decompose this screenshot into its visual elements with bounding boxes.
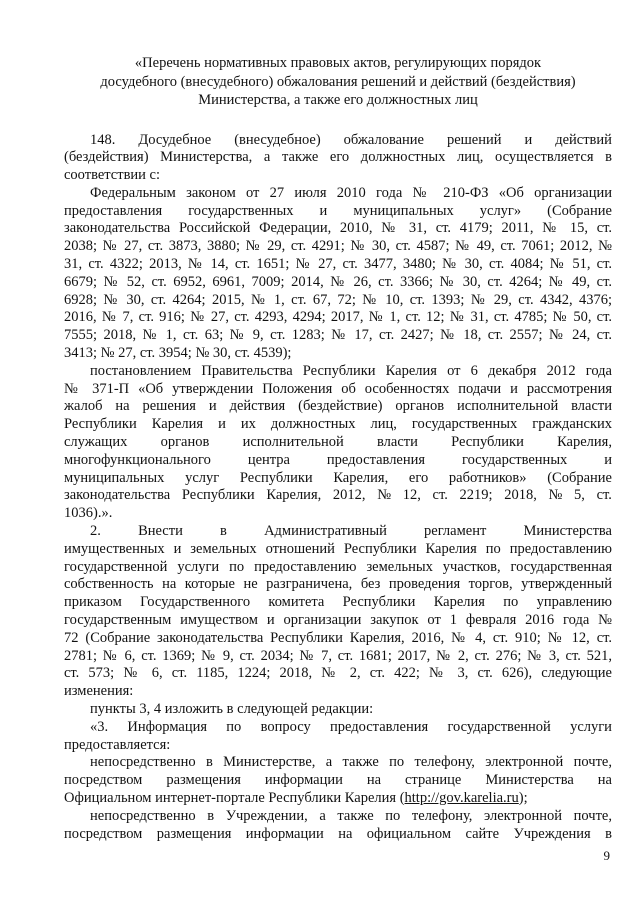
text-word: действий: [555, 131, 612, 148]
text-word: государственных: [461, 451, 568, 468]
text-word: Информация: [127, 718, 208, 735]
text-word: (Собрание: [547, 202, 612, 219]
text-line: [64, 683, 612, 701]
text-word: 2219;: [459, 487, 493, 504]
text-line: [64, 470, 612, 488]
text-word: Министерства: [523, 523, 612, 540]
text-word: Официальном интернет-портале Республики Карелия (: [64, 789, 405, 806]
text-word: и: [319, 202, 328, 219]
text-word: предоставления: [326, 451, 426, 468]
text-line: [64, 576, 612, 594]
text-line: [64, 790, 612, 808]
text-line-content: 72 (Собрание законодательства Республики Карелия, 2016, № 4, ст. 910; № 12, ст.: [64, 629, 612, 646]
text-word: 148.: [90, 131, 116, 148]
text-word: «3.: [90, 718, 109, 735]
heading-line: Министерства, а также его должностных лиц: [198, 92, 478, 108]
text-line-content: постановлением Правительства Республики Карелия от 6 декабря 2012 года: [90, 362, 612, 379]
text-word: Карелия,: [557, 434, 612, 451]
text-line-content: непосредственно в Министерстве, а также по телефону, электронной почте,: [90, 754, 612, 771]
text-line: [64, 416, 612, 434]
text-word: Внести: [138, 523, 183, 540]
text-word: в: [220, 523, 227, 540]
text-word: посредством: [64, 772, 143, 789]
text-word: исполнительной: [242, 434, 344, 451]
text-line-content: соответствии с:: [64, 167, 161, 184]
text-word: Карелия,: [266, 487, 322, 504]
text-word: работников»: [448, 469, 527, 486]
text-word: ст.: [432, 487, 448, 504]
text-word: предоставления: [64, 202, 163, 219]
text-word: служащих: [64, 434, 128, 451]
text-line-content: жалоб на решения и действия (бездействие) органов исполнительной власти: [64, 398, 612, 415]
text-line: [64, 648, 612, 666]
text-line: [64, 772, 612, 790]
text-word: услуги: [570, 718, 612, 735]
text-word: Министерства: [485, 772, 574, 789]
text-word: государственной: [447, 718, 551, 735]
text-word: и: [524, 131, 533, 148]
text-line-content: № 371-П «Об утверждении Положения об особенностях подачи и рассмотрения: [64, 380, 612, 397]
text-word: 2.: [90, 523, 101, 540]
text-word: многофункционального: [64, 451, 211, 468]
text-line-content: посредством размещения информации на официальном сайте Учреждения в: [64, 825, 612, 842]
text-line: [64, 737, 612, 755]
document-page: [64, 54, 612, 843]
text-line: [64, 132, 612, 150]
text-line-content: Республики Карелия и их должностных лиц, государственных гражданских: [64, 416, 612, 433]
text-word: Административный: [264, 523, 387, 540]
heading-line: «Перечень нормативных правовых актов, регулирующих порядок: [134, 55, 542, 71]
text-word: на: [597, 772, 612, 789]
text-line: [64, 826, 612, 844]
text-word: вопросу: [260, 718, 311, 735]
text-line-content: 3413; № 27, ст. 3954; № 30, ст. 4539);: [64, 345, 292, 362]
text-line: [64, 327, 612, 345]
text-word: );: [518, 789, 528, 806]
text-line-content: изменения:: [64, 683, 134, 700]
text-line: [64, 754, 612, 772]
document-body: [64, 132, 612, 844]
text-word: законодательства: [64, 487, 171, 504]
text-word: и: [604, 451, 612, 468]
text-line: [64, 274, 612, 292]
text-line-content: Федеральным законом от 27 июля 2010 года № 210-ФЗ «Об организации: [90, 184, 612, 201]
text-word: Карелия,: [333, 469, 389, 486]
text-line: [64, 559, 612, 577]
text-word: Досудебное: [138, 131, 212, 148]
text-word: по: [226, 718, 242, 735]
text-line-content: государственной услуги по предоставлению земельных участков, государственная: [64, 558, 612, 575]
page-number: 9: [603, 848, 610, 863]
text-word: его: [408, 469, 429, 486]
text-line-content: 6928; № 30, ст. 4264; 2015, № 1, ст. 67, 72; № 10, ст. 1393; № 29, ст. 4342, 4376;: [64, 291, 612, 308]
text-line-content: 2781; № 6, ст. 1369; № 9, ст. 2034; № 7, ст. 1681; 2017, № 2, ст. 276; № 3, ст. 521,: [64, 647, 612, 664]
text-line: [64, 434, 612, 452]
gov-karelia-link[interactable]: http://gov.karelia.ru: [404, 789, 519, 806]
text-line-content: приказом Государственного комитета Республики Карелия по управлению: [64, 594, 612, 611]
text-word: муниципальных: [353, 202, 454, 219]
text-line-content: собственность на которые не разграничена, без проведения торгов, утвержденный: [64, 576, 612, 593]
text-word: на: [366, 772, 382, 789]
text-line: [64, 149, 612, 167]
text-line: [64, 398, 612, 416]
text-line-content: 6679; № 52, ст. 6952, 6961, 7009; 2014, № 26, ст. 3366; № 30, ст. 4264; № 49, ст.: [64, 273, 612, 290]
text-line-content: 2016, № 7, ст. 916; № 27, ст. 4293, 4294; 2017, № 1, ст. 12; № 31, ст. 4785; № 50, ст.: [64, 309, 612, 326]
text-line: [64, 665, 612, 683]
text-line: [64, 630, 612, 648]
text-word: услуг»: [479, 202, 522, 219]
text-word: 2012,: [332, 487, 366, 504]
text-line-content: 2038; № 27, ст. 3873, 3880; № 29, ст. 4291; № 30, ст. 4587; № 49, ст. 7061; 2012, №: [64, 238, 612, 255]
text-line: [64, 381, 612, 399]
text-line: [64, 256, 612, 274]
text-line: [64, 523, 612, 541]
text-word: государственных: [188, 202, 294, 219]
text-word: 12,: [402, 487, 421, 504]
text-line-content: 7555; 2018, № 1, ст. 63; № 9, ст. 1283; № 17, ст. 2427; № 18, ст. 2557; № 24, ст.: [64, 327, 612, 344]
text-line: [64, 167, 612, 185]
text-line: [64, 238, 612, 256]
text-line: [64, 345, 612, 363]
text-line-content: непосредственно в Учреждении, а также по телефону, электронной почте,: [90, 807, 612, 824]
text-word: странице: [405, 772, 462, 789]
text-word: предоставления: [330, 718, 429, 735]
text-word: муниципальных: [64, 469, 165, 486]
text-line: [64, 594, 612, 612]
text-word: Республики: [239, 469, 313, 486]
text-word: органов: [160, 434, 210, 451]
text-word: центра: [247, 451, 290, 468]
document-heading: [64, 54, 612, 110]
text-line-content: 1036).».: [64, 505, 113, 522]
text-line-content: ст. 573; № 6, ст. 1185, 1224; 2018, № 2, ст. 422; № 3, ст. 626), следующие: [64, 665, 612, 682]
text-word: 2018,: [504, 487, 537, 504]
text-line: [64, 363, 612, 381]
text-line-content: 31, ст. 4322; 2013, № 14, ст. 1651; № 27, ст. 3477, 3480; № 30, ст. 4084; № 51, ст.: [64, 256, 612, 273]
text-line-content: пункты 3, 4 изложить в следующей редакции:: [90, 701, 374, 717]
text-line: [64, 487, 612, 505]
text-line: [64, 203, 612, 221]
text-word: (внесудебное): [234, 131, 321, 148]
text-word: услуг: [185, 469, 220, 486]
text-word: №: [548, 487, 563, 504]
text-line: [64, 220, 612, 238]
text-line: [64, 701, 612, 719]
text-word: размещения: [166, 772, 241, 789]
text-line-content: предоставляется:: [64, 736, 171, 753]
text-line: [64, 612, 612, 630]
heading-line: досудебного (внесудебного) обжалования решений и действий (бездействия): [100, 73, 576, 90]
text-word: власти: [377, 434, 418, 451]
text-line-content: государственным имуществом и организации закупок от 1 февраля 2016 года №: [64, 612, 612, 629]
text-word: решений: [446, 131, 502, 148]
text-line-content: имущественных и земельных отношений Республики Карелия по предоставлению: [64, 540, 612, 557]
text-line: [64, 505, 612, 523]
text-line-content: законодательства Российской Федерации, 2010, № 31, ст. 4179; 2011, № 15, ст.: [64, 220, 612, 237]
text-word: (Собрание: [547, 469, 612, 486]
text-line: [64, 719, 612, 737]
text-line: [64, 309, 612, 327]
text-line-content: (бездействия) Министерства, а также его должностных лиц, осуществляется в: [64, 149, 612, 166]
text-word: Республики: [181, 487, 255, 504]
text-line: [64, 292, 612, 310]
text-word: регламент: [424, 523, 487, 540]
text-line: [64, 452, 612, 470]
text-line: [64, 541, 612, 559]
text-word: ст.: [596, 487, 612, 504]
text-word: №: [377, 487, 392, 504]
text-word: Республики: [451, 434, 524, 451]
text-word: 5,: [574, 487, 585, 504]
text-word: обжалование: [343, 131, 424, 148]
text-word: информации: [264, 772, 343, 789]
text-line: [64, 185, 612, 203]
text-line: [64, 808, 612, 826]
